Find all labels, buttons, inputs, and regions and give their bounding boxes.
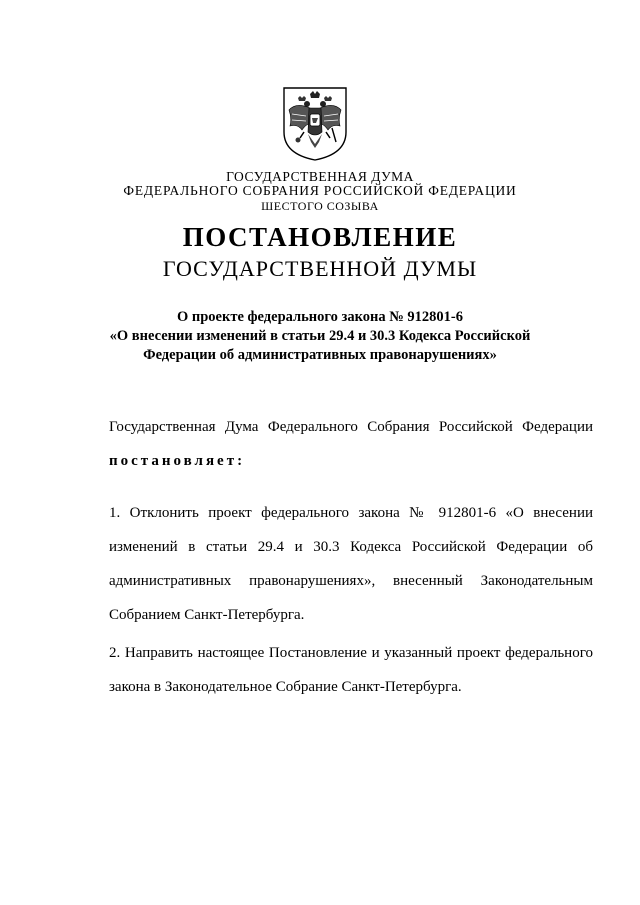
document-issuer-subtitle: ГОСУДАРСТВЕННОЙ ДУМЫ	[162, 256, 478, 281]
bill-heading-line-3: Федерации об административных правонарушениях»	[143, 347, 497, 363]
bill-heading-line-2: «О внесении изменений в статьи 29.4 и 30.3 Кодекса Российской	[109, 328, 531, 344]
duma-title: ГОСУДАРСТВЕННАЯ ДУМА	[226, 169, 414, 184]
resolution-decision-word: постановляет:	[109, 453, 246, 469]
resolution-item-1: 1. Отклонить проект федерального закона № 912801-6 «О внесении изменений в статьи 29.4 и 30.3 Кодекса Российской Федерации об административных правонарушениях», внесенный Законодательным Собранием Санкт-Петербурга.	[109, 505, 593, 623]
convocation-label: ШЕСТОГО СОЗЫВА	[261, 199, 379, 213]
bill-heading	[0, 308, 640, 365]
bill-heading-line-1: О проекте федерального закона № 912801-6	[176, 309, 464, 325]
document-type-title: ПОСТАНОВЛЕНИЕ	[182, 222, 458, 252]
federal-assembly-title: ФЕДЕРАЛЬНОГО СОБРАНИЯ РОССИЙСКОЙ ФЕДЕРАЦИИ	[123, 183, 517, 198]
resolution-intro	[73, 410, 593, 478]
resolution-item-2: 2. Направить настоящее Постановление и указанный проект федерального закона в Законодательное Собрание Санкт-Петербурга.	[109, 645, 593, 695]
coat-of-arms-emblem	[280, 84, 350, 162]
resolution-intro-text: Государственная Дума Федерального Собрания Российской Федерации	[109, 419, 593, 435]
